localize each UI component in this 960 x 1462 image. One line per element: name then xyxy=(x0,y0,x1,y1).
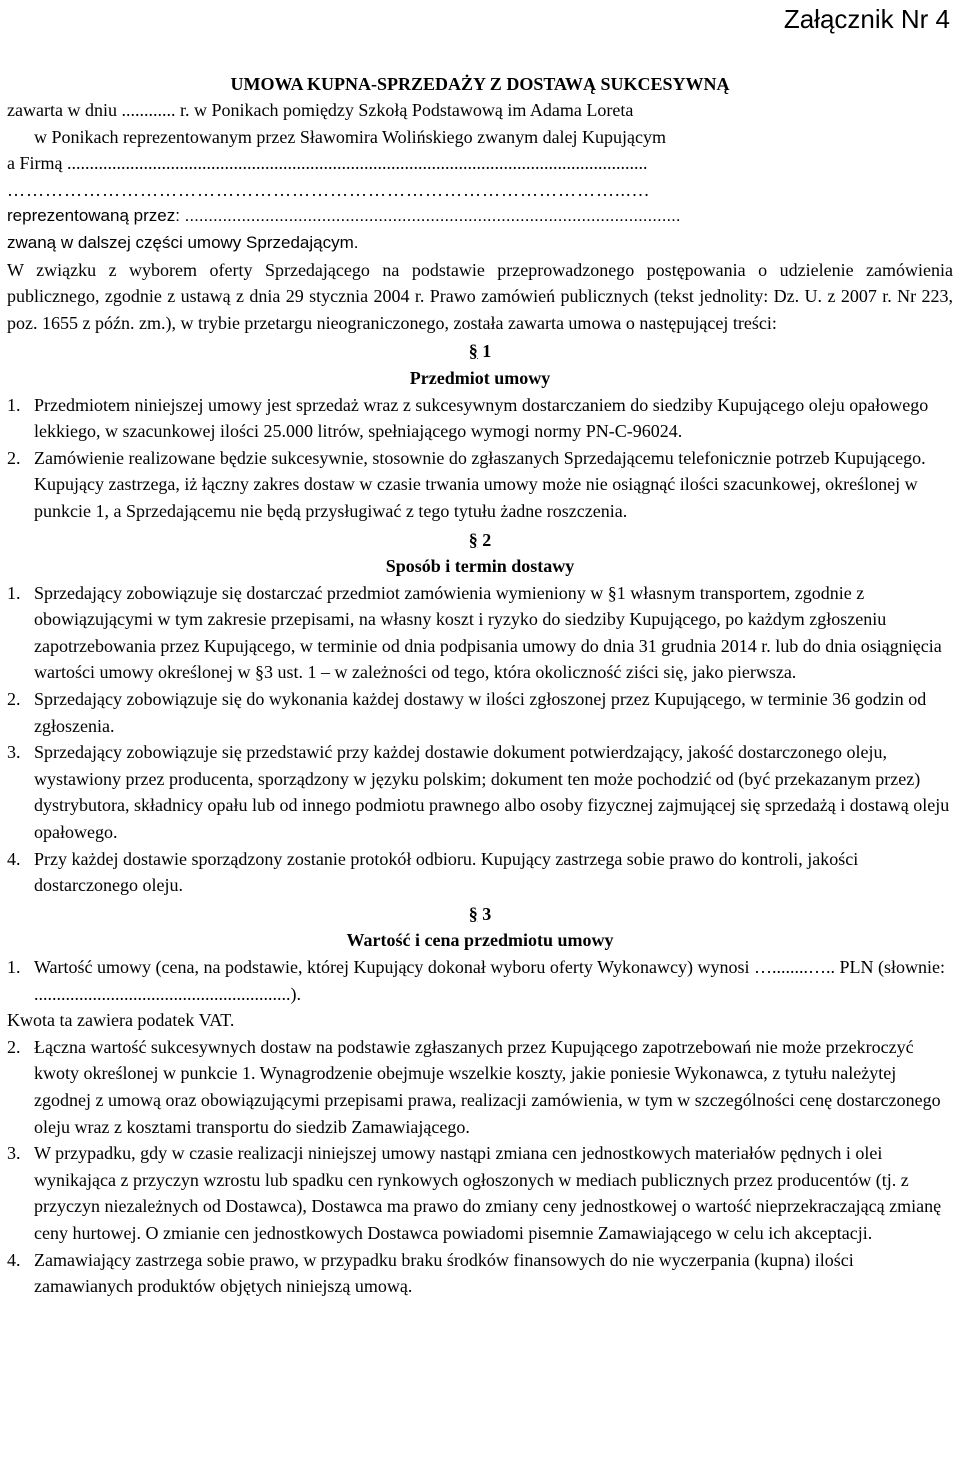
section-number xyxy=(7,901,953,928)
section-clause xyxy=(7,686,953,739)
section-clause xyxy=(7,846,953,899)
clause-text: Zamawiający zastrzega sobie prawo, w przypadku braku środków finansowych do nie wyczerpania (kupna) ilości zamawianych produktów objętych niniejszą umową. xyxy=(34,1249,854,1297)
contract-title: UMOWA KUPNA-SPRZEDAŻY Z DOSTAWĄ SUKCESYWNĄ xyxy=(230,74,730,94)
clause-text: Kwota ta zawiera podatek VAT. xyxy=(7,1010,235,1031)
clause-text: Wartość umowy (cena, na podstawie, której Kupujący dokonał wyboru oferty Wykonawcy) wynosi …........….. PLN (słownie: .........................................................). xyxy=(34,957,945,1004)
section-symbol: § xyxy=(468,341,478,362)
section-2 xyxy=(7,527,953,899)
clause-text: Przy każdej dostawie sporządzony zostanie protokół odbioru. Kupujący zastrzega sobie prawo do kontroli, jakości dostarczonego oleju. xyxy=(34,848,859,896)
section-clause xyxy=(7,1034,953,1140)
contract-sections xyxy=(7,338,953,1299)
section-clause xyxy=(7,1007,953,1034)
section-heading: Przedmiot umowy xyxy=(409,367,551,388)
intro-line-seller: zwaną w dalszej części umowy Sprzedającym. xyxy=(7,232,359,252)
clause-number: 1. xyxy=(7,582,21,603)
clause-text: Łączna wartość sukcesywnych dostaw na podstawie zgłaszanych przez Kupującego zapotrzebowań nie może przekroczyć kwoty określonej w punkcie 1. Wynagrodzenie obejmuje wszelkie koszty, jakie poniesie Wykonawca, z tytułu należytej zgodnej z umową oraz obowiązującymi przepisami prawa, realizacji zamówienia, w tym w szczególności cenę dostarczonego oleju wraz z kosztami transportu do siedzib Zamawiającego. xyxy=(34,1036,941,1137)
section-heading: Wartość i cena przedmiotu umowy xyxy=(346,930,614,951)
section-number xyxy=(7,527,953,554)
section-number xyxy=(7,338,953,365)
section-number-value: 1 xyxy=(477,341,492,362)
section-clause xyxy=(7,954,953,1007)
section-heading: Sposób i termin dostawy xyxy=(385,556,575,577)
clause-number: 4. xyxy=(7,848,21,869)
section-clause xyxy=(7,1247,953,1300)
clause-text: Przedmiotem niniejszej umowy jest sprzedaż wraz z sukcesywnym dostarczaniem do siedziby Kupującego oleju opałowego lekkiego, w szacunkowej ilości 25.000 litrów, spełniającego wymogi normy PN-C-96024. xyxy=(34,394,929,442)
section-1 xyxy=(7,338,953,524)
section-number-value: 2 xyxy=(477,529,492,550)
intro-line-representative: reprezentowaną przez: ......................................................................................................... xyxy=(7,206,681,226)
clause-number: 3. xyxy=(7,742,21,763)
clause-number: 1. xyxy=(7,957,21,977)
clause-number: 2. xyxy=(7,1036,21,1057)
contract-intro xyxy=(7,97,953,1300)
section-clause xyxy=(7,445,953,525)
section-symbol: § xyxy=(468,903,478,924)
annex-label: Załącznik Nr 4 xyxy=(783,4,950,34)
section-clause xyxy=(7,739,953,845)
clause-text: Sprzedający zobowiązuje się do wykonania każdej dostawy w ilości zgłoszonej przez Kupującego, w terminie 36 godzin od zgłoszenia. xyxy=(34,689,927,736)
clause-number: 3. xyxy=(7,1143,21,1164)
section-clause xyxy=(7,1140,953,1246)
intro-line-blank: ……………………………………………………………………………………...… xyxy=(7,179,651,200)
section-clause xyxy=(7,392,953,445)
section-number-value: 3 xyxy=(477,903,492,924)
clause-text: Sprzedający zobowiązuje się przedstawić przy każdej dostawie dokument potwierdzający, jakość dostarczonego oleju, wystawiony przez producenta, sporządzony w języku polskim; dokument ten może pochodzić od (być przekazanym przez) dystrybutora, składnicy opału lub od innego podmiotu prawnego albo osoby fizycznej zajmującej się sprzedażą i dostawą oleju opałowego. xyxy=(34,742,950,843)
intro-line-firm: a Firmą ................................................................................................................................. xyxy=(7,153,648,174)
section-clause xyxy=(7,580,953,686)
clause-text: Zamówienie realizowane będzie sukcesywnie, stosownie do zgłaszanych Sprzedającemu telefonicznie potrzeb Kupującego. Kupujący zastrzega, iż łączny zakres dostaw w czasie trwania umowy może nie osiągnąć ilości szacunkowej, określonej w punkcie 1, a Sprzedającemu nie będą przysługiwać z tego tytułu żadne roszczenia. xyxy=(34,447,926,521)
clause-number: 1. xyxy=(7,394,21,415)
section-symbol: § xyxy=(468,529,478,550)
clause-number: 2. xyxy=(7,447,21,468)
section-3 xyxy=(7,901,953,1300)
clause-number: 2. xyxy=(7,689,21,710)
intro-line-date: zawarta w dniu ............ r. w Ponikach pomiędzy Szkołą Podstawową im Adama Loreta xyxy=(7,100,634,120)
intro-paragraph: W związku z wyborem oferty Sprzedającego na podstawie przeprowadzonego postępowania o udzielenie zamówienia publicznego, zgodnie z ustawą z dnia 29 stycznia 2004 r. Prawo zamówień publicznych (tekst jednolity: Dz. U. z 2007 r. Nr 223, poz. 1655 z późn. zm.), w trybie przetargu nieograniczonego, została zawarta umowa o następującej treści: xyxy=(7,259,953,333)
clause-number: 4. xyxy=(7,1249,21,1270)
clause-text: W przypadku, gdy w czasie realizacji niniejszej umowy nastąpi zmiana cen jednostkowych materiałów pędnych i olei wynikająca z przyczyn wzrostu lub spadku cen rynkowych ogłoszonych w mediach publicznych przez producentów (tj. z przyczyn niezależnych od Dostawca), Dostawca ma prawo do zmiany ceny jednostkowej o wartość nieprzekraczającą zmianę ceny hurtowej. O zmianie cen jednostkowych Dostawca powiadomi pisemnie Zamawiającego w celu ich akceptacji. xyxy=(34,1143,942,1243)
intro-line-buyer: w Ponikach reprezentowanym przez Sławomira Wolińskiego zwanym dalej Kupującym xyxy=(34,126,667,147)
clause-text: Sprzedający zobowiązuje się dostarczać przedmiot zamówienia wymieniony w §1 własnym transportem, zgodnie z obowiązującymi w tym zakresie przepisami, na własny koszt i ryzyko do siedziby Kupującego, po każdym zgłoszeniu zapotrzebowania przez Kupującego, w terminie od dnia podpisania umowy do dnia 31 grudnia 2014 r. lub do dnia osiągnięcia wartości umowy określonej w §3 ust. 1 – w zależności od tego, która okoliczność ziści się, jako pierwsza. xyxy=(34,582,942,683)
